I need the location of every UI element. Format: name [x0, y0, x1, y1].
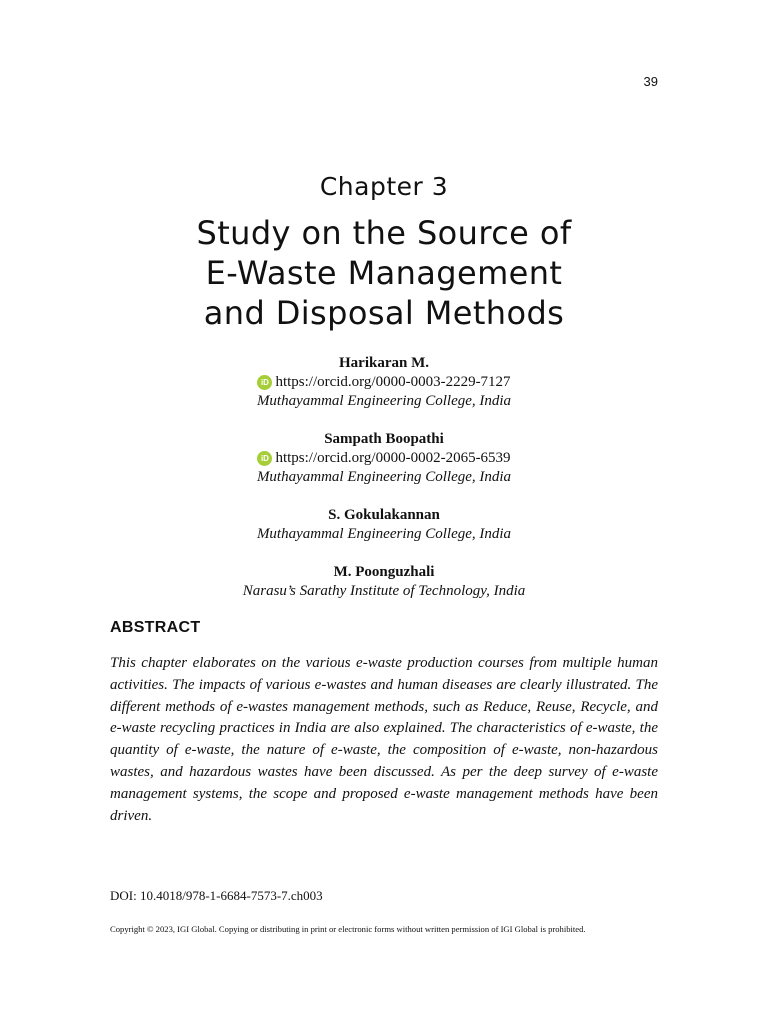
author-name: M. Poonguzhali	[333, 564, 435, 580]
copyright-notice: Copyright © 2023, IGI Global. Copying or distributing in print or electronic forms without written permission of IGI Global is prohibited.	[110, 924, 586, 934]
orcid-url[interactable]: https://orcid.org/0000-0003-2229-7127	[275, 374, 511, 390]
doi: DOI: 10.4018/978-1-6684-7573-7.ch003	[110, 888, 323, 903]
author-affiliation: Muthayammal Engineering College, India	[256, 526, 512, 542]
chapter-title-line: Study on the Source of	[196, 214, 572, 252]
orcid-link[interactable]	[0, 449, 768, 468]
abstract-text: This chapter elaborates on the various e-waste production courses from multiple human activities. The impacts of various e-wastes and human diseases are clearly illustrated. The different methods of e-wastes management methods, such as Reduce, Reuse, Recycle, and e-waste recycling practices in India are also explained. The characteristics of e-waste, the quantity of e-waste, the nature of e-waste, the composition of e-waste, non-hazardous wastes, and hazardous wastes have been discussed. As per the deep survey of e-waste management systems, the scope and proposed e-waste management methods have been driven.	[110, 655, 658, 824]
author-affiliation: Muthayammal Engineering College, India	[256, 469, 512, 485]
orcid-icon: iD	[257, 451, 272, 466]
chapter-title	[0, 213, 768, 333]
author-block	[0, 506, 768, 543]
author-affiliation: Narasu’s Sarathy Institute of Technology, India	[242, 583, 526, 599]
author-name: Harikaran M.	[339, 355, 429, 371]
author-block	[0, 430, 768, 486]
abstract-heading: ABSTRACT	[110, 619, 201, 636]
chapter-title-line: E-Waste Management	[205, 254, 563, 292]
author-block	[0, 563, 768, 600]
orcid-icon: iD	[257, 375, 272, 390]
author-name: S. Gokulakannan	[328, 507, 440, 523]
page-number: 39	[643, 74, 658, 89]
chapter-label: Chapter 3	[319, 172, 449, 201]
orcid-url[interactable]: https://orcid.org/0000-0002-2065-6539	[275, 450, 511, 466]
author-affiliation: Muthayammal Engineering College, India	[256, 393, 512, 409]
chapter-title-line: and Disposal Methods	[203, 294, 565, 332]
author-list	[0, 354, 768, 620]
author-name: Sampath Boopathi	[324, 431, 444, 447]
orcid-link[interactable]	[0, 373, 768, 392]
author-block	[0, 354, 768, 410]
